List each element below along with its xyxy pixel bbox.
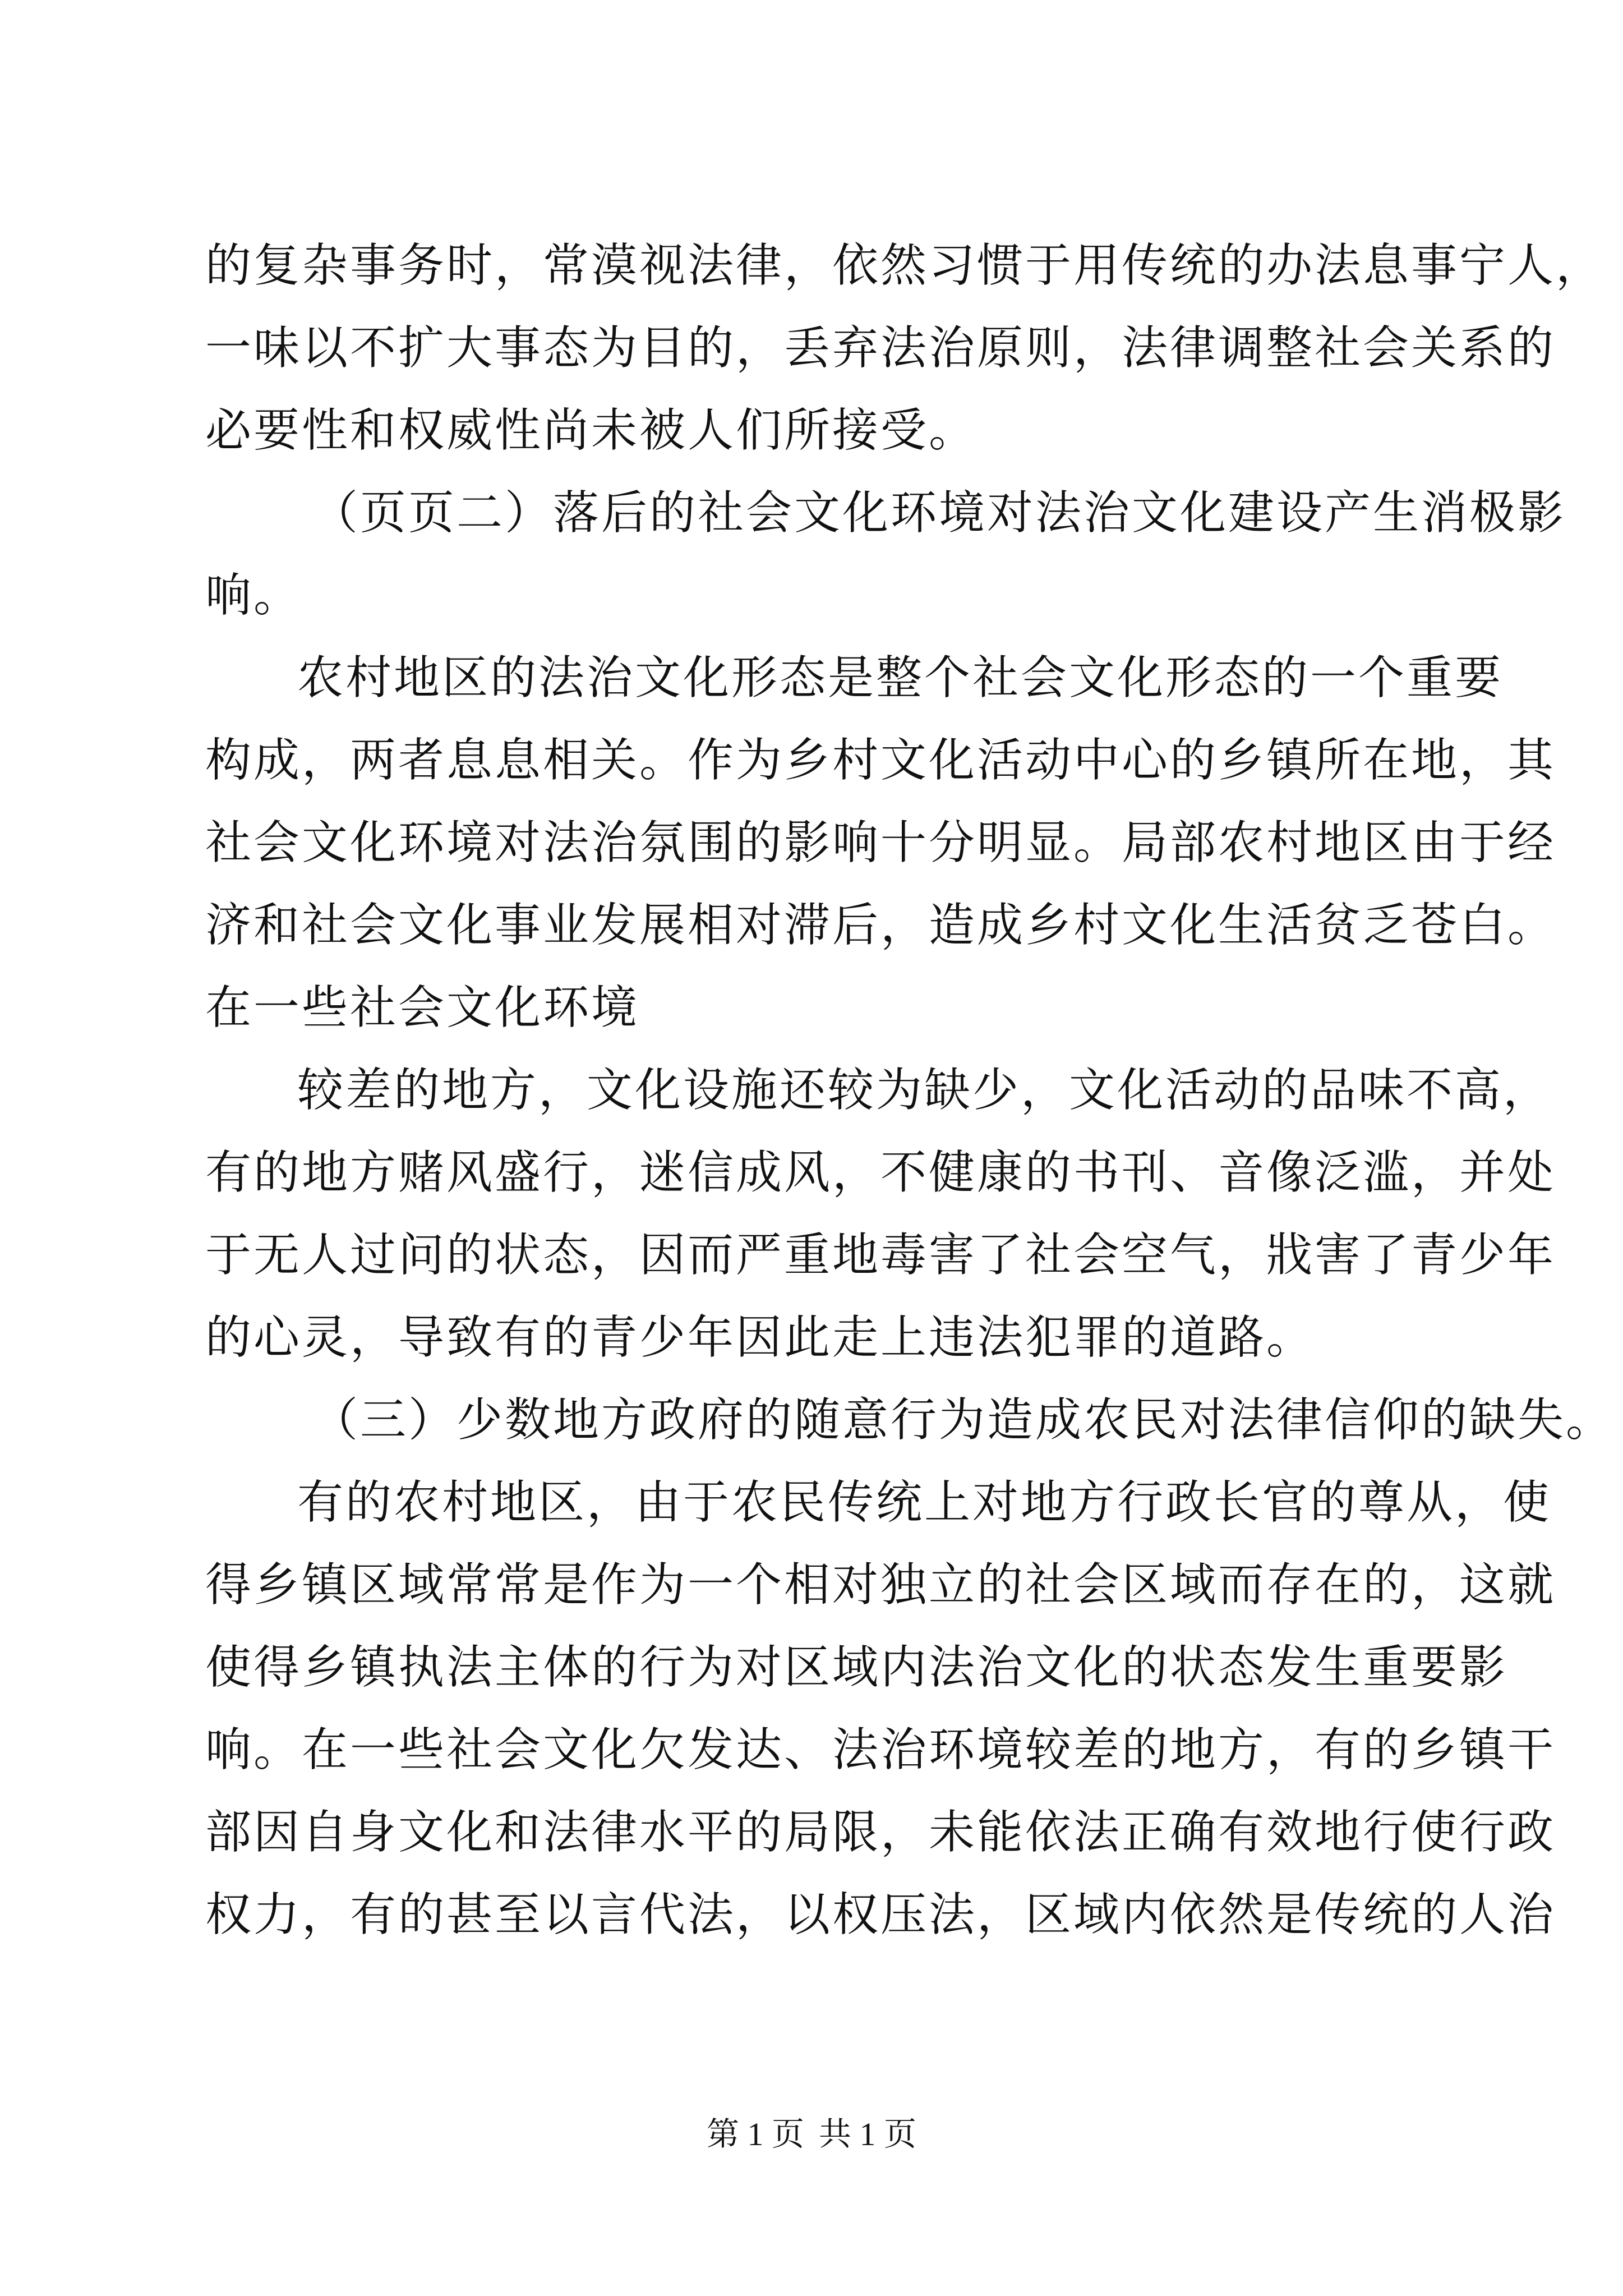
- text-line: 部因自身文化和法律水平的局限，未能依法正确有效地行使行政: [205, 1806, 1556, 1859]
- text-line: 济和社会文化事业发展相对滞后，造成乡村文化生活贫乏苍白。: [205, 899, 1556, 952]
- paragraph-start: 农村地区的法治文化形态是整个社会文化形态的一个重要: [297, 651, 1504, 705]
- section-heading: （三）少数地方政府的随意行为造成农民对法律信仰的缺失。: [312, 1393, 1615, 1447]
- text-line: 响。在一些社会文化欠发达、法治环境较差的地方，有的乡镇干: [205, 1723, 1556, 1777]
- page-total: 共 1 页: [819, 2116, 917, 2152]
- section-heading: （页页二）落后的社会文化环境对法治文化建设产生消极影: [312, 486, 1566, 540]
- page-number: 第 1 页: [706, 2116, 804, 2152]
- text-line: 权力，有的甚至以言代法，以权压法，区域内依然是传统的人治: [205, 1888, 1556, 1941]
- page-footer: [0, 2115, 1623, 2154]
- paragraph-start: 有的农村地区，由于农民传统上对地方行政长官的尊从，使: [297, 1476, 1552, 1529]
- text-line: 必要性和权威性尚未被人们所接受。: [205, 404, 978, 457]
- text-line: 的心灵，导致有的青少年因此走上违法犯罪的道路。: [205, 1311, 1315, 1364]
- body-text: [205, 224, 1615, 1956]
- text-line: 构成，两者息息相关。作为乡村文化活动中心的乡镇所在地，其: [205, 734, 1556, 787]
- text-line: 在一些社会文化环境: [205, 981, 640, 1034]
- text-line: 有的地方赌风盛行，迷信成风，不健康的书刊、音像泛滥，并处: [205, 1146, 1556, 1199]
- text-line: 得乡镇区域常常是作为一个相对独立的社会区域而存在的，这就: [205, 1558, 1556, 1612]
- text-line: 的复杂事务时，常漠视法律，依然习惯于用传统的办法息事宁人，: [205, 239, 1604, 292]
- text-line: 一味以不扩大事态为目的，丢弃法治原则，法律调整社会关系的: [205, 321, 1556, 375]
- text-line: 响。: [205, 569, 302, 622]
- text-line: 社会文化环境对法治氛围的影响十分明显。局部农村地区由于经: [205, 816, 1556, 869]
- text-line: 使得乡镇执法主体的行为对区域内法治文化的状态发生重要影: [205, 1641, 1508, 1694]
- text-line: 于无人过问的状态，因而严重地毒害了社会空气，戕害了青少年: [205, 1228, 1556, 1282]
- paragraph-start: 较差的地方，文化设施还较为缺少，文化活动的品味不高，: [297, 1064, 1552, 1117]
